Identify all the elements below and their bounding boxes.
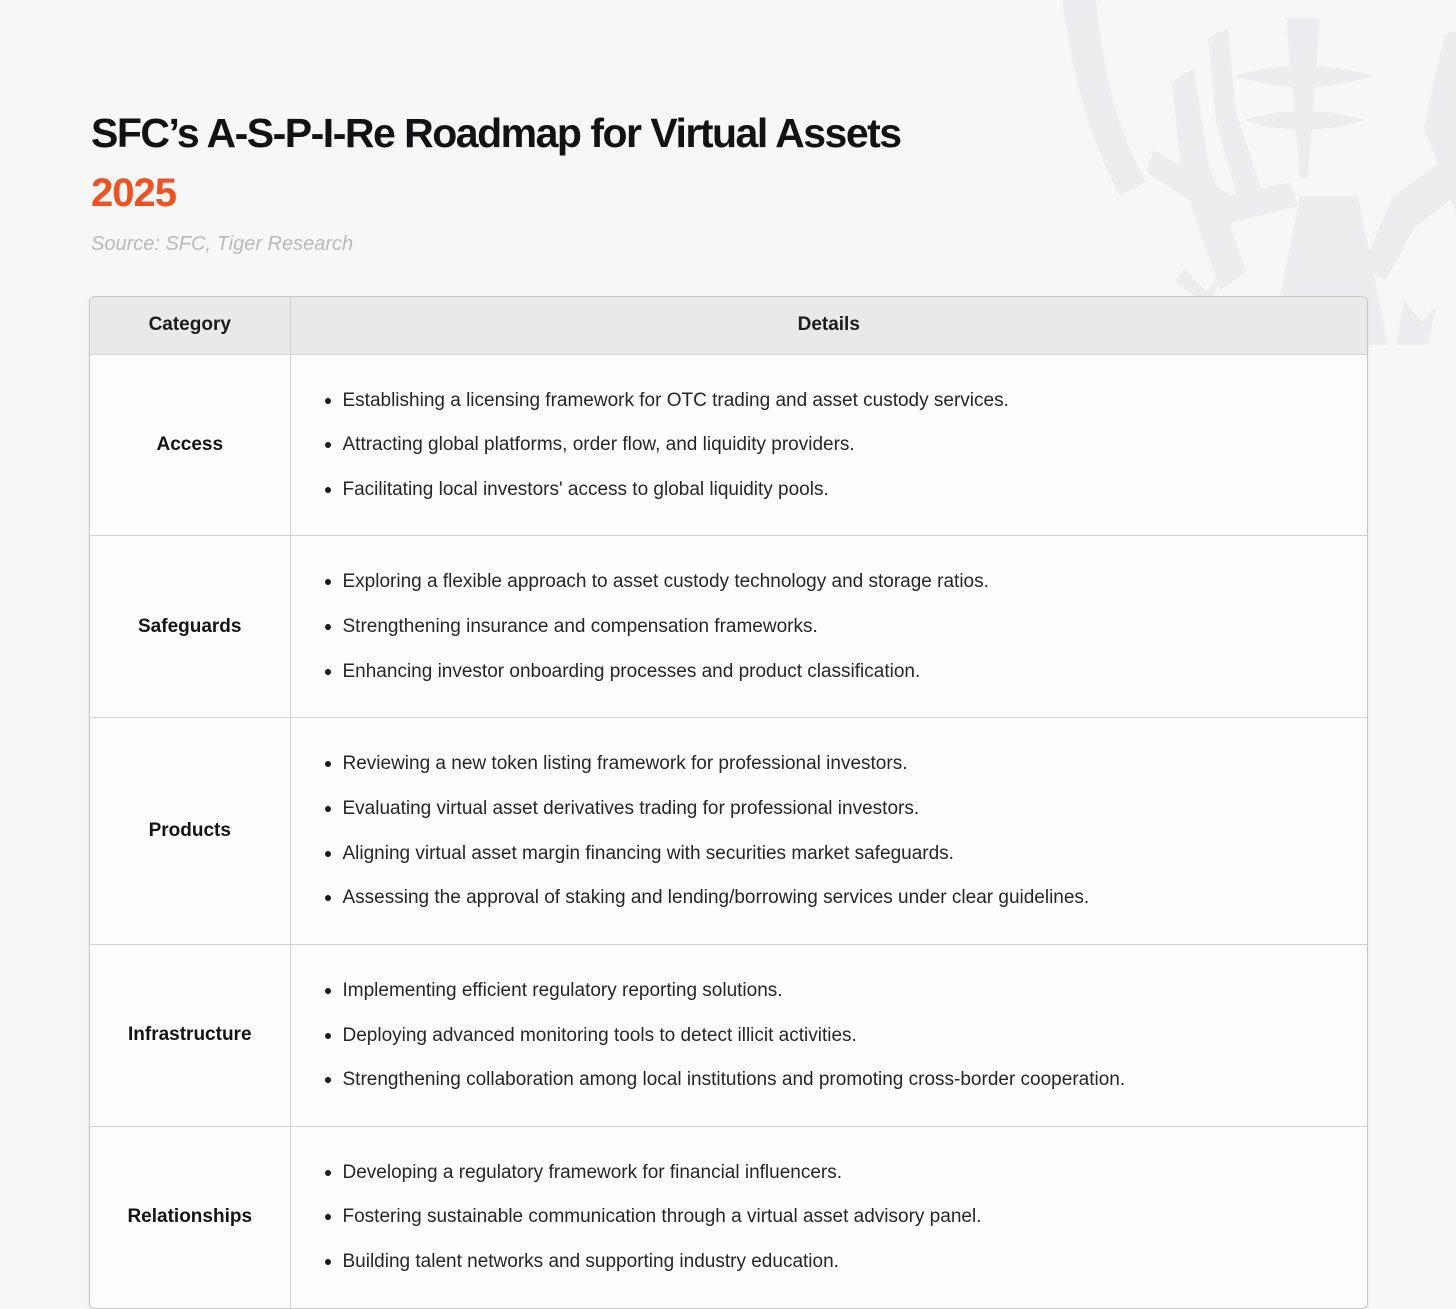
detail-bullet: Strengthening insurance and compensation frameworks. (324, 614, 1344, 640)
page-year: 2025 (91, 171, 176, 216)
details-list (324, 569, 1344, 684)
table-row-relationships (90, 1126, 1367, 1307)
details-list (324, 978, 1344, 1093)
table-row-safeguards (90, 536, 1367, 718)
detail-bullet: Enhancing investor onboarding processes and product classification. (324, 659, 1344, 685)
table-row-infrastructure (90, 944, 1367, 1126)
detail-bullet: Establishing a licensing framework for OTC trading and asset custody services. (324, 388, 1344, 414)
category-cell: Access (90, 354, 290, 536)
roadmap-table (89, 296, 1368, 1309)
details-list (324, 751, 1344, 911)
tiger-watermark-icon (1056, 0, 1456, 345)
table-header-row (90, 297, 1367, 354)
details-cell (290, 354, 1367, 536)
detail-bullet: Evaluating virtual asset derivatives trading for professional investors. (324, 796, 1344, 822)
column-header-category: Category (90, 297, 290, 354)
category-cell: Infrastructure (90, 944, 290, 1126)
details-cell (290, 536, 1367, 718)
detail-bullet: Aligning virtual asset margin financing with securities market safeguards. (324, 841, 1344, 867)
source-caption: Source: SFC, Tiger Research (91, 233, 354, 256)
detail-bullet: Implementing efficient regulatory reporting solutions. (324, 978, 1344, 1004)
detail-bullet: Facilitating local investors' access to global liquidity pools. (324, 477, 1344, 503)
detail-bullet: Fostering sustainable communication through a virtual asset advisory panel. (324, 1204, 1344, 1230)
table-row-products (90, 718, 1367, 945)
category-cell: Products (90, 718, 290, 945)
detail-bullet: Building talent networks and supporting industry education. (324, 1249, 1344, 1275)
detail-bullet: Assessing the approval of staking and lending/borrowing services under clear guidelines. (324, 885, 1344, 911)
detail-bullet: Exploring a flexible approach to asset custody technology and storage ratios. (324, 569, 1344, 595)
table-row-access (90, 354, 1367, 536)
details-list (324, 1160, 1344, 1275)
details-list (324, 388, 1344, 503)
details-cell (290, 944, 1367, 1126)
header (91, 110, 1091, 256)
detail-bullet: Reviewing a new token listing framework for professional investors. (324, 751, 1344, 777)
column-header-details: Details (290, 297, 1367, 354)
detail-bullet: Developing a regulatory framework for financial influencers. (324, 1160, 1344, 1186)
detail-bullet: Strengthening collaboration among local institutions and promoting cross-border cooperation. (324, 1067, 1344, 1093)
details-cell (290, 718, 1367, 945)
details-cell (290, 1126, 1367, 1307)
detail-bullet: Deploying advanced monitoring tools to detect illicit activities. (324, 1023, 1344, 1049)
category-cell: Safeguards (90, 536, 290, 718)
page-title: SFC’s A-S-P-I-Re Roadmap for Virtual Assets (91, 110, 901, 156)
detail-bullet: Attracting global platforms, order flow, and liquidity providers. (324, 432, 1344, 458)
category-cell: Relationships (90, 1126, 290, 1307)
